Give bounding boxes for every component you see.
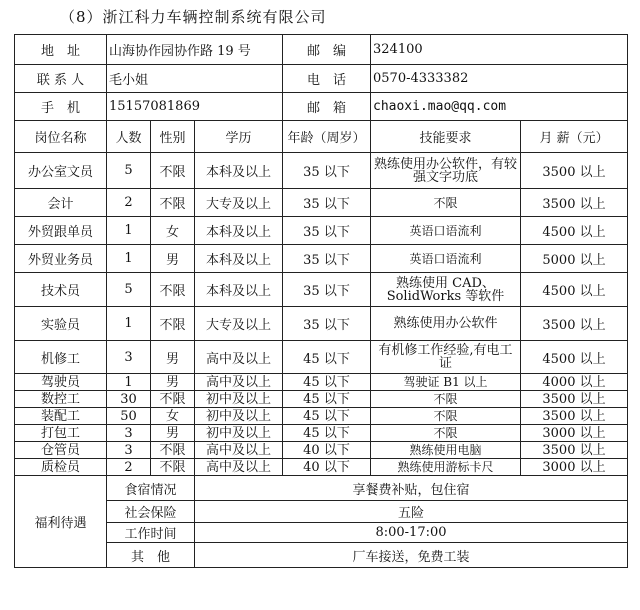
job-salary: 3500 以上 xyxy=(521,391,628,408)
job-age: 35 以下 xyxy=(283,153,371,189)
job-skills: 熟练使用办公软件 xyxy=(371,307,521,341)
job-count: 3 xyxy=(107,341,151,374)
job-salary: 3500 以上 xyxy=(521,442,628,459)
welfare-row xyxy=(15,543,628,568)
phone-label: 电 话 xyxy=(283,65,371,93)
address-value: 山海协作园协作路 19 号 xyxy=(107,35,283,65)
job-gender: 不限 xyxy=(151,153,195,189)
job-position: 驾驶员 xyxy=(15,374,107,391)
job-gender: 女 xyxy=(151,217,195,245)
job-row xyxy=(15,307,628,341)
job-skills: 熟练使用 CAD、SolidWorks 等软件 xyxy=(371,273,521,307)
job-position: 外贸业务员 xyxy=(15,245,107,273)
welfare-item-value: 厂车接送，免费工装 xyxy=(195,543,628,568)
job-row xyxy=(15,245,628,273)
job-salary: 4500 以上 xyxy=(521,273,628,307)
welfare-row xyxy=(15,523,628,543)
job-age: 45 以下 xyxy=(283,408,371,425)
job-salary: 3500 以上 xyxy=(521,408,628,425)
job-education: 初中及以上 xyxy=(195,425,283,442)
job-gender: 男 xyxy=(151,374,195,391)
job-salary: 4500 以上 xyxy=(521,217,628,245)
welfare-item-label: 食宿情况 xyxy=(107,476,195,501)
job-age: 40 以下 xyxy=(283,442,371,459)
email-label: 邮 箱 xyxy=(283,93,371,121)
job-row xyxy=(15,442,628,459)
job-education: 本科及以上 xyxy=(195,153,283,189)
job-education: 本科及以上 xyxy=(195,245,283,273)
job-education: 初中及以上 xyxy=(195,408,283,425)
job-gender: 不限 xyxy=(151,459,195,476)
job-row xyxy=(15,408,628,425)
job-gender: 女 xyxy=(151,408,195,425)
job-position: 数控工 xyxy=(15,391,107,408)
header-gender: 性别 xyxy=(151,121,195,153)
job-skills: 有机修工作经验,有电工证 xyxy=(371,341,521,374)
job-count: 1 xyxy=(107,217,151,245)
page-title: （8）浙江科力车辆控制系统有限公司 xyxy=(60,8,327,26)
welfare-item-value: 享餐费补贴，包住宿 xyxy=(195,476,628,501)
job-education: 本科及以上 xyxy=(195,273,283,307)
job-education: 大专及以上 xyxy=(195,307,283,341)
job-skills: 驾驶证 B1 以上 xyxy=(371,374,521,391)
job-age: 45 以下 xyxy=(283,391,371,408)
job-position: 装配工 xyxy=(15,408,107,425)
job-position: 外贸跟单员 xyxy=(15,217,107,245)
header-position: 岗位名称 xyxy=(15,121,107,153)
job-salary: 3000 以上 xyxy=(521,425,628,442)
recruitment-table xyxy=(14,34,628,568)
welfare-item-value: 8:00-17:00 xyxy=(195,523,628,543)
header-skills: 技能要求 xyxy=(371,121,521,153)
address-label: 地 址 xyxy=(15,35,107,65)
job-age: 35 以下 xyxy=(283,189,371,217)
header-count: 人数 xyxy=(107,121,151,153)
header-salary: 月 薪（元） xyxy=(521,121,628,153)
job-education: 初中及以上 xyxy=(195,391,283,408)
job-gender: 不限 xyxy=(151,391,195,408)
welfare-item-label: 社会保险 xyxy=(107,501,195,523)
job-gender: 不限 xyxy=(151,273,195,307)
job-skills: 不限 xyxy=(371,189,521,217)
job-count: 3 xyxy=(107,442,151,459)
job-row xyxy=(15,217,628,245)
contact-person-label: 联 系 人 xyxy=(15,65,107,93)
job-skills: 英语口语流利 xyxy=(371,217,521,245)
job-row xyxy=(15,425,628,442)
job-salary: 3500 以上 xyxy=(521,307,628,341)
job-skills: 英语口语流利 xyxy=(371,245,521,273)
mobile-label: 手 机 xyxy=(15,93,107,121)
job-position: 仓管员 xyxy=(15,442,107,459)
job-age: 45 以下 xyxy=(283,425,371,442)
phone-value: 0570-4333382 xyxy=(371,65,628,93)
welfare-item-label: 工作时间 xyxy=(107,523,195,543)
job-skills: 不限 xyxy=(371,391,521,408)
job-skills: 熟练使用办公软件，有较强文字功底 xyxy=(371,153,521,189)
job-skills: 不限 xyxy=(371,425,521,442)
job-row xyxy=(15,391,628,408)
job-count: 1 xyxy=(107,307,151,341)
job-position: 打包工 xyxy=(15,425,107,442)
job-position: 实验员 xyxy=(15,307,107,341)
contact-row xyxy=(15,65,628,93)
job-count: 5 xyxy=(107,273,151,307)
job-education: 高中及以上 xyxy=(195,459,283,476)
job-row xyxy=(15,341,628,374)
job-position: 会计 xyxy=(15,189,107,217)
job-row xyxy=(15,374,628,391)
header-row xyxy=(15,121,628,153)
job-count: 3 xyxy=(107,425,151,442)
job-education: 本科及以上 xyxy=(195,217,283,245)
job-education: 高中及以上 xyxy=(195,442,283,459)
job-position: 质检员 xyxy=(15,459,107,476)
job-age: 35 以下 xyxy=(283,273,371,307)
welfare-label: 福利待遇 xyxy=(15,476,107,568)
job-salary: 4500 以上 xyxy=(521,341,628,374)
job-gender: 男 xyxy=(151,425,195,442)
email-value: chaoxi.mao@qq.com xyxy=(371,93,628,121)
job-age: 35 以下 xyxy=(283,307,371,341)
job-count: 1 xyxy=(107,245,151,273)
job-age: 35 以下 xyxy=(283,217,371,245)
header-education: 学历 xyxy=(195,121,283,153)
job-row xyxy=(15,189,628,217)
job-salary: 3500 以上 xyxy=(521,153,628,189)
job-gender: 不限 xyxy=(151,307,195,341)
job-gender: 男 xyxy=(151,341,195,374)
job-salary: 5000 以上 xyxy=(521,245,628,273)
job-position: 机修工 xyxy=(15,341,107,374)
job-education: 大专及以上 xyxy=(195,189,283,217)
job-age: 45 以下 xyxy=(283,374,371,391)
job-row xyxy=(15,273,628,307)
job-salary: 4000 以上 xyxy=(521,374,628,391)
job-count: 2 xyxy=(107,189,151,217)
job-skills: 熟练使用游标卡尺 xyxy=(371,459,521,476)
job-education: 高中及以上 xyxy=(195,374,283,391)
header-age: 年龄（周岁） xyxy=(283,121,371,153)
job-count: 2 xyxy=(107,459,151,476)
job-position: 办公室文员 xyxy=(15,153,107,189)
job-count: 5 xyxy=(107,153,151,189)
welfare-item-value: 五险 xyxy=(195,501,628,523)
job-row xyxy=(15,153,628,189)
job-salary: 3500 以上 xyxy=(521,189,628,217)
job-gender: 不限 xyxy=(151,442,195,459)
mobile-value: 15157081869 xyxy=(107,93,283,121)
job-count: 50 xyxy=(107,408,151,425)
contact-person-value: 毛小姐 xyxy=(107,65,283,93)
mobile-row xyxy=(15,93,628,121)
welfare-row xyxy=(15,476,628,501)
address-row xyxy=(15,35,628,65)
welfare-item-label: 其 他 xyxy=(107,543,195,568)
job-skills: 熟练使用电脑 xyxy=(371,442,521,459)
job-skills: 不限 xyxy=(371,408,521,425)
job-count: 30 xyxy=(107,391,151,408)
job-education: 高中及以上 xyxy=(195,341,283,374)
job-gender: 男 xyxy=(151,245,195,273)
postcode-value: 324100 xyxy=(371,35,628,65)
job-row xyxy=(15,459,628,476)
job-position: 技术员 xyxy=(15,273,107,307)
job-salary: 3000 以上 xyxy=(521,459,628,476)
job-age: 40 以下 xyxy=(283,459,371,476)
postcode-label: 邮 编 xyxy=(283,35,371,65)
welfare-row xyxy=(15,501,628,523)
job-gender: 不限 xyxy=(151,189,195,217)
job-count: 1 xyxy=(107,374,151,391)
job-age: 35 以下 xyxy=(283,245,371,273)
job-age: 45 以下 xyxy=(283,341,371,374)
